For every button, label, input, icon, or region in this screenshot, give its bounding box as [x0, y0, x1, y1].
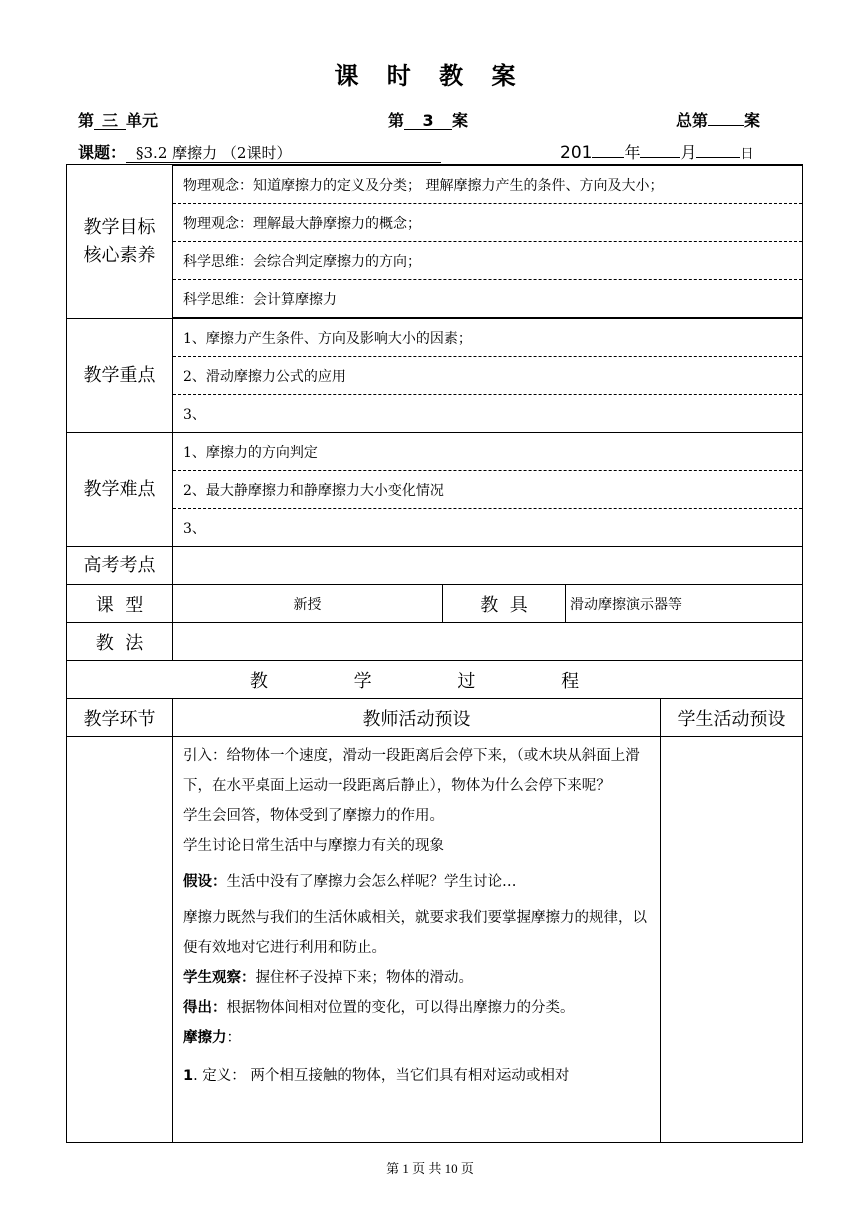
objective-item: 科学思维：会综合判定摩擦力的方向； [173, 242, 802, 280]
unit-value: 三 [94, 112, 126, 130]
key-points-label: 教学重点 [67, 319, 173, 433]
stage-column-header: 教学环节 [67, 699, 173, 737]
key-points-row [67, 319, 803, 433]
objective-item: 物理观念：理解最大静摩擦力的概念； [173, 204, 802, 242]
key-point-item: 2、滑动摩擦力公式的应用 [173, 357, 802, 395]
teacher-paragraph: 得出：根据物体间相对位置的变化，可以得出摩擦力的分类。 [183, 1000, 575, 1016]
exam-points-row [67, 547, 803, 585]
day-blank [696, 157, 740, 158]
teacher-paragraph: 摩擦力： [183, 1030, 241, 1046]
year-blank [592, 157, 624, 158]
process-title-row [67, 661, 803, 699]
lesson-number-value: 3 [404, 112, 452, 130]
method-value [173, 623, 803, 661]
difficulties-label: 教学难点 [67, 433, 173, 547]
teacher-paragraph: 1. 定义： 两个相互接触的物体，当它们具有相对运动或相对 [183, 1068, 570, 1084]
date-field: 201 年 月 日 [560, 143, 754, 163]
teacher-column-header: 教师活动预设 [173, 699, 661, 737]
objectives-row [67, 165, 803, 319]
student-column-header: 学生活动预设 [661, 699, 803, 737]
process-body-row [67, 737, 803, 1143]
subject-value: §3.2 摩擦力 （2课时） [126, 145, 441, 163]
key-point-item: 1、摩擦力产生条件、方向及影响大小的因素； [173, 319, 802, 357]
lesson-plan-table [66, 164, 803, 1143]
lesson-number-field: 第 3 案 [388, 111, 469, 130]
student-activity-cell [661, 737, 803, 1143]
stage-cell [67, 737, 173, 1143]
month-blank [640, 157, 680, 158]
key-point-item: 3、 [173, 395, 802, 433]
teacher-activity-cell [173, 737, 661, 1143]
method-label: 教 法 [67, 623, 173, 661]
exam-points-value [173, 547, 803, 585]
teacher-paragraph: 引入：给物体一个速度，滑动一段距离后会停下来，（或木块从斜面上滑下，在水平桌面上运动一段距离后静止），物体为什么会停下来呢？ [183, 748, 640, 794]
difficulties-row [67, 433, 803, 547]
page-title: 课 时 教 案 [334, 62, 526, 90]
teaching-tools-value: 滑动摩擦演示器等 [566, 585, 803, 623]
objective-item: 科学思维：会计算摩擦力 [173, 280, 802, 318]
teacher-paragraph: 学生会回答，物体受到了摩擦力的作用。 [183, 808, 444, 824]
lesson-type-row [67, 585, 803, 623]
teacher-paragraph: 摩擦力既然与我们的生活休戚相关，就要求我们要掌握摩擦力的规律，以便有效地对它进行利用和防止。 [183, 910, 647, 956]
lesson-type-label: 课 型 [67, 585, 173, 623]
difficulty-item: 2、最大静摩擦力和静摩擦力大小变化情况 [173, 471, 802, 509]
lesson-type-value: 新授 [173, 585, 443, 623]
objectives-label: 教学目标 核心素养 [67, 165, 173, 319]
difficulty-item: 3、 [173, 509, 802, 547]
teacher-paragraph: 学生讨论日常生活中与摩擦力有关的现象 [183, 838, 444, 854]
process-title: 教 学 过 程 [67, 661, 803, 699]
page-footer: 第 1 页 共 10 页 [386, 1161, 474, 1176]
teaching-tools-label: 教 具 [443, 585, 566, 623]
total-lesson-blank [708, 125, 744, 126]
objective-item: 物理观念：知道摩擦力的定义及分类； 理解摩擦力产生的条件、方向及大小； [173, 166, 802, 204]
method-row [67, 623, 803, 661]
teacher-paragraph: 假设：生活中没有了摩擦力会怎么样呢？学生讨论… [183, 874, 517, 890]
total-lesson-field: 总第 案 [676, 111, 761, 130]
process-header-row [67, 699, 803, 737]
teacher-paragraph: 学生观察：握住杯子没掉下来；物体的滑动。 [183, 970, 473, 986]
exam-points-label: 高考考点 [67, 547, 173, 585]
subject-field: 课题： §3.2 摩擦力 （2课时） [78, 140, 441, 163]
difficulty-item: 1、摩擦力的方向判定 [173, 433, 802, 471]
unit-field: 第 三 单元 [78, 111, 159, 130]
